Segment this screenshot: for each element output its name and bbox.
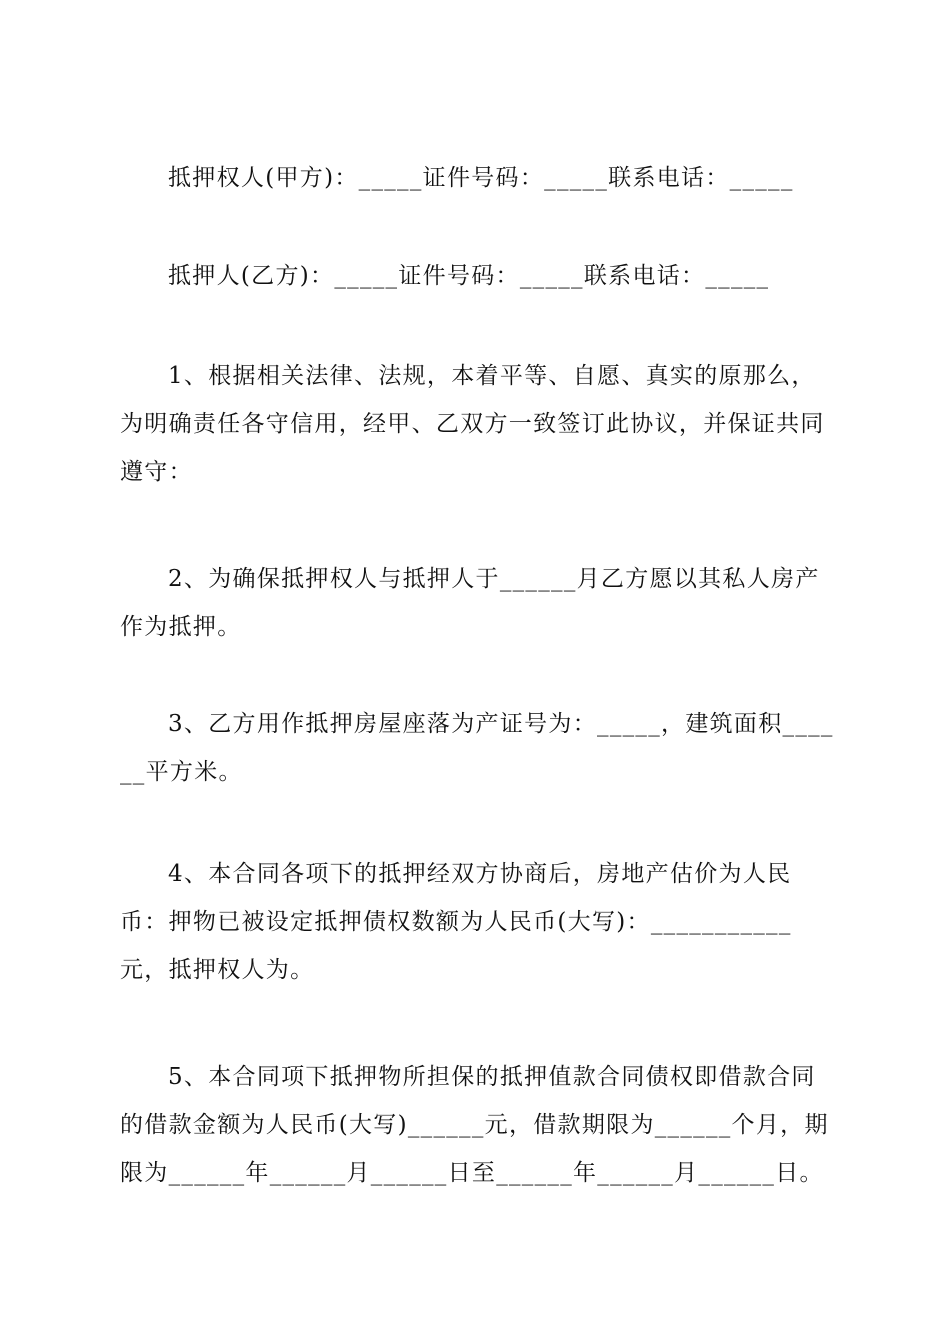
mortgagee-info-line: 抵押权人(甲方)：_____证件号码：_____联系电话：_____	[168, 165, 794, 191]
clause-3: 3、乙方用作抵押房屋座落为产证号为：_____，建筑面积______平方米。	[120, 711, 834, 785]
clause-5: 5、本合同项下抵押物所担保的抵押值款合同债权即借款合同的借款金额为人民币(大写)______元，借款期限为______个月，期限为______年______月______日至______年______月______日。	[120, 1064, 829, 1186]
clause-2: 2、为确保抵押权人与抵押人于______月乙方愿以其私人房产作为抵押。	[120, 566, 820, 640]
mortgagor-info-line: 抵押人(乙方)：_____证件号码：_____联系电话：_____	[168, 263, 770, 289]
clause-4: 4、本合同各项下的抵押经双方协商后，房地产估价为人民币：押物已被设定抵押债权数额为人民币(大写)：___________元，抵押权人为。	[120, 861, 792, 983]
clause-1: 1、根据相关法律、法规，本着平等、自愿、真实的原那么，为明确责任各守信用，经甲、乙双方一致签订此协议，并保证共同遵守：	[120, 363, 825, 485]
